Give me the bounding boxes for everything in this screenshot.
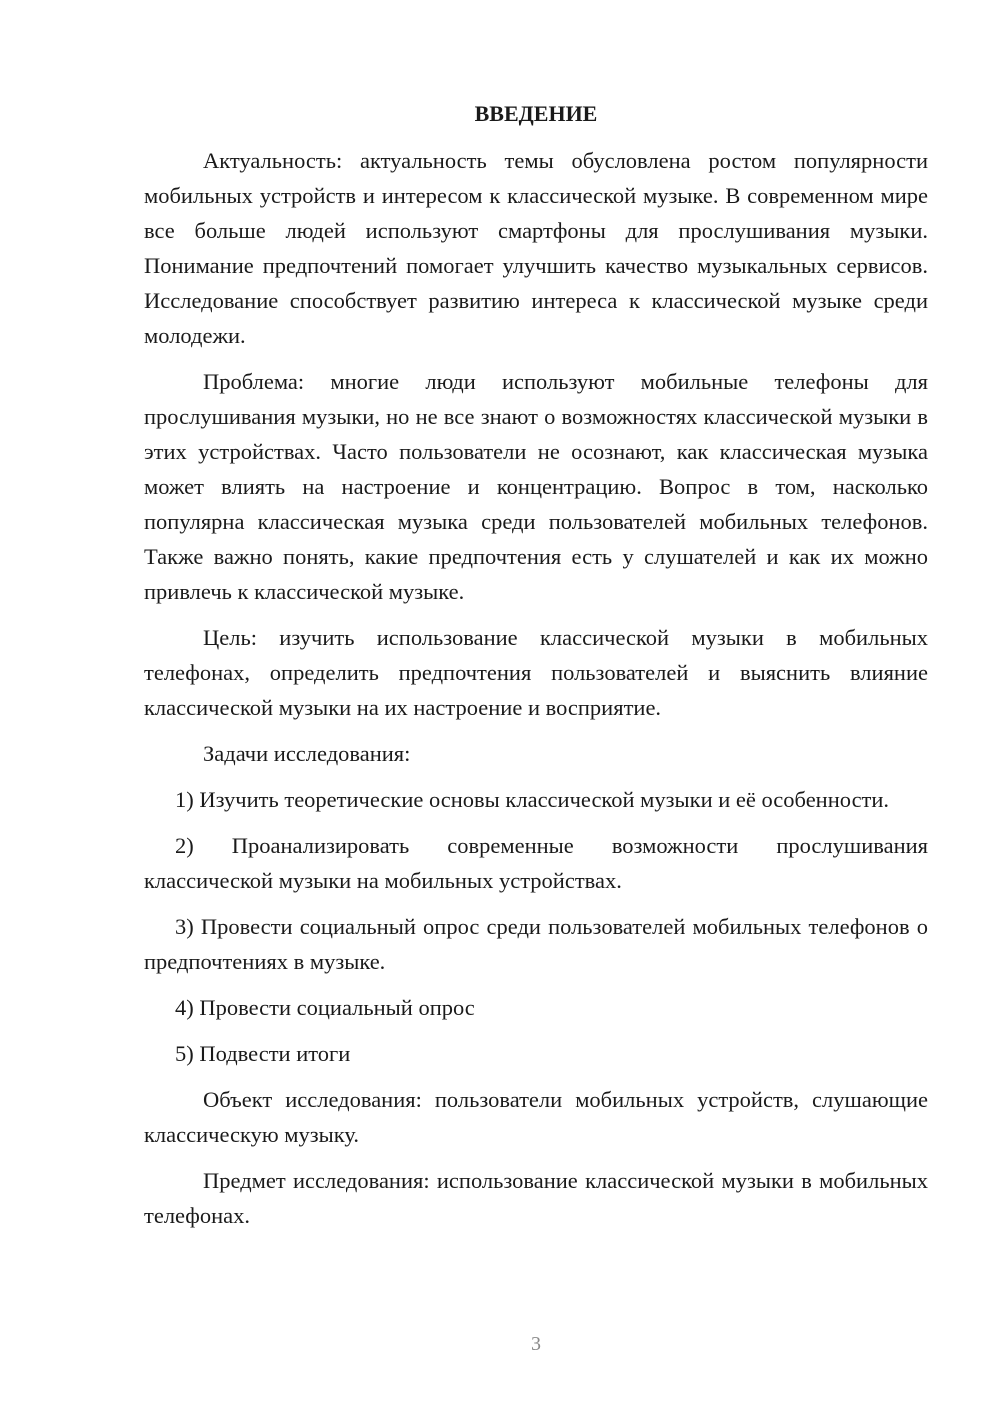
problem-paragraph: Проблема: многие люди используют мобильные телефоны для прослушивания музыки, но не все знают о возможностях классической музыки в этих устройствах. Часто пользователи не осознают, как классическая музыка может влиять на настроение и концентрацию. Вопрос в том, насколько популярна классическая музыка среди пользователей мобильных телефонов. Также важно понять, какие предпочтения есть у слушателей и как их можно привлечь к классической музыке.: [144, 369, 928, 604]
object-paragraph: Объект исследования: пользователи мобильных устройств, слушающие классическую музыку.: [144, 1087, 928, 1147]
tasks-title: Задачи исследования:: [203, 741, 411, 766]
goal-paragraph: Цель: изучить использование классической музыки в мобильных телефонах, определить предпочтения пользователей и выяснить влияние классической музыки на их настроение и восприятие.: [144, 625, 928, 720]
document-page: [144, 96, 928, 1244]
section-heading: ВВЕДЕНИЕ: [474, 101, 598, 126]
subject-paragraph: Предмет исследования: использование классической музыки в мобильных телефонах.: [144, 1168, 928, 1228]
task-item-4: 4) Провести социальный опрос: [175, 995, 475, 1020]
task-item-5: 5) Подвести итоги: [175, 1041, 351, 1066]
task-item-3: 3) Провести социальный опрос среди пользователей мобильных телефонов о предпочтениях в музыке.: [144, 914, 928, 974]
page-number: 3: [531, 1333, 541, 1355]
task-item-2: 2) Проанализировать современные возможности прослушивания классической музыки на мобильных устройствах.: [144, 833, 928, 893]
relevance-paragraph: Актуальность: актуальность темы обусловлена ростом популярности мобильных устройств и интересом к классической музыке. В современном мире все больше людей используют смартфоны для прослушивания музыки. Понимание предпочтений помогает улучшить качество музыкальных сервисов. Исследование способствует развитию интереса к классической музыке среди молодежи.: [144, 148, 928, 348]
task-item-1: 1) Изучить теоретические основы классической музыки и её особенности.: [175, 787, 890, 812]
